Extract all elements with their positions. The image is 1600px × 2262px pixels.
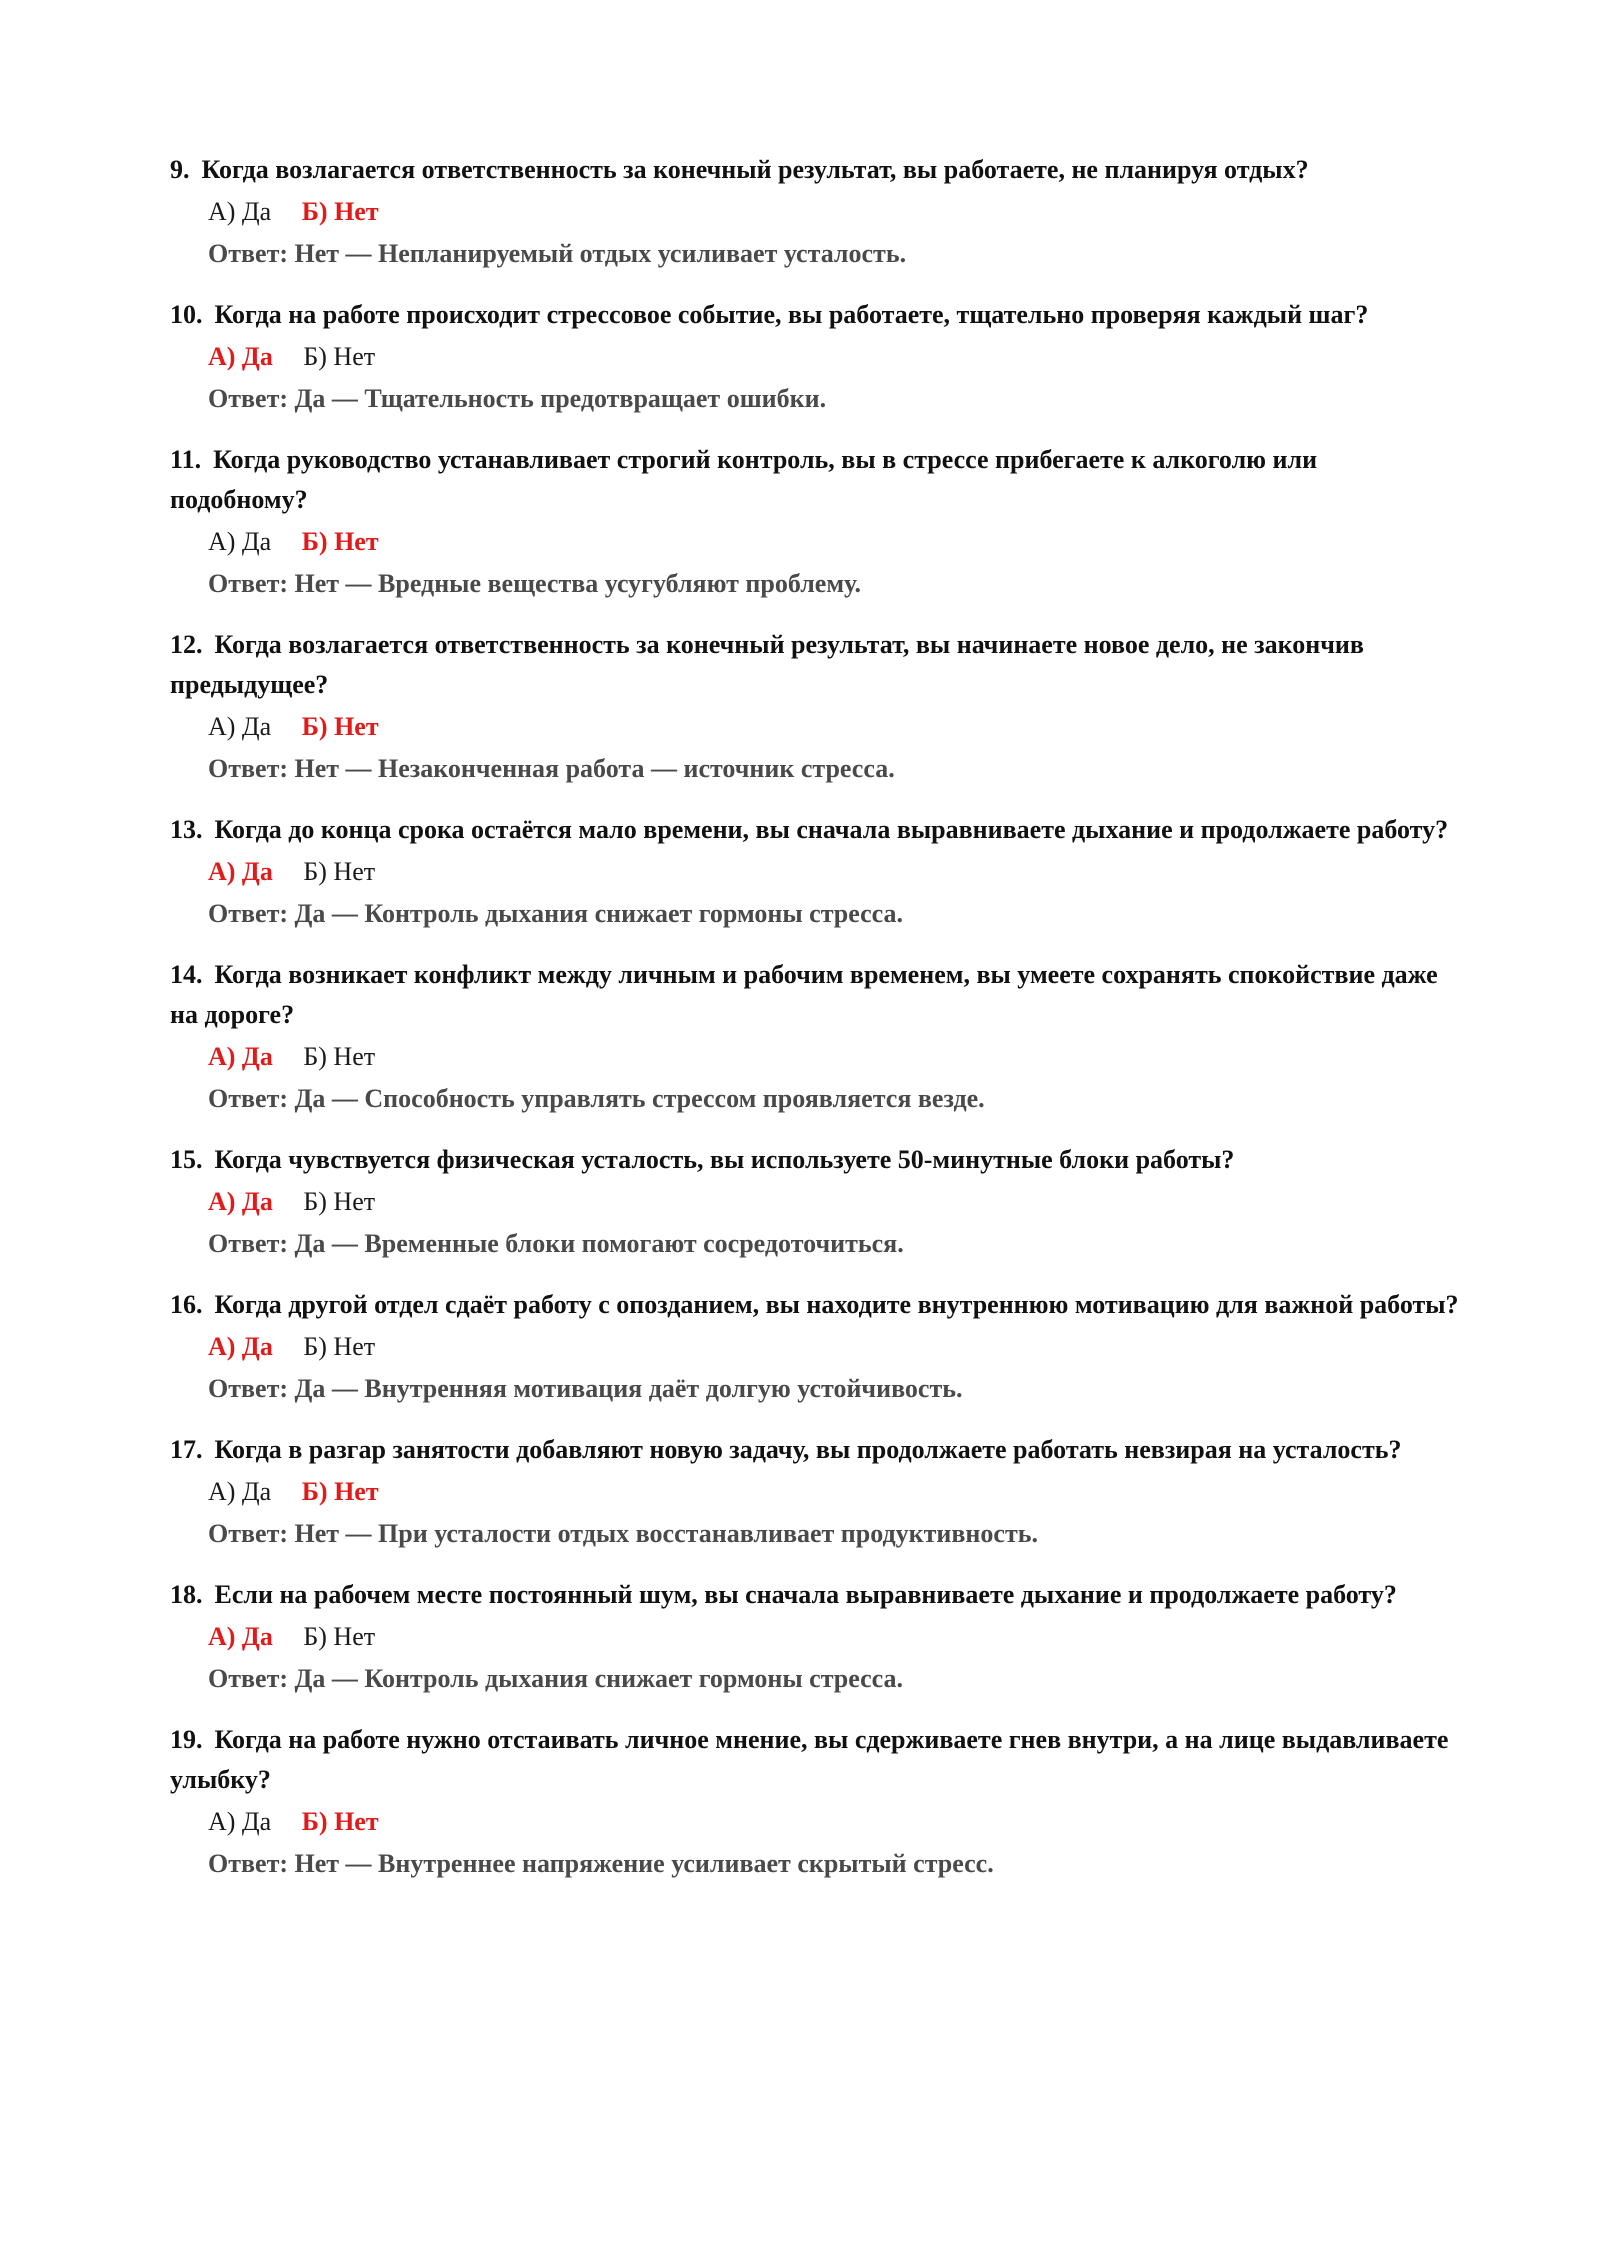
question-number: 10. <box>170 300 203 329</box>
question-body: Когда чувствуется физическая усталость, вы используете 50-минутные блоки работы? <box>214 1145 1235 1174</box>
option-b[interactable]: Б) Нет <box>303 1187 376 1216</box>
question-item <box>170 1285 1460 1409</box>
answer-explanation: Ответ: Нет — Вредные вещества усугубляют проблему. <box>208 569 861 598</box>
option-a[interactable]: А) Да <box>208 342 273 371</box>
option-b[interactable]: Б) Нет <box>301 527 379 556</box>
question-item <box>170 955 1460 1119</box>
question-text <box>170 1575 1460 1615</box>
question-number: 11. <box>170 445 202 474</box>
question-number: 17. <box>170 1435 203 1464</box>
question-body: Когда руководство устанавливает строгий контроль, вы в стрессе прибегаете к алкоголю или подобному? <box>170 445 1318 514</box>
document-page <box>170 150 1460 1905</box>
question-text <box>170 1285 1460 1325</box>
question-item <box>170 625 1460 789</box>
question-text <box>170 295 1460 335</box>
answer-explanation: Ответ: Нет — Непланируемый отдых усиливает усталость. <box>208 239 907 268</box>
option-a[interactable]: А) Да <box>208 857 273 886</box>
option-b[interactable]: Б) Нет <box>301 1807 379 1836</box>
answer-explanation: Ответ: Да — Способность управлять стрессом проявляется везде. <box>208 1084 985 1113</box>
answer-explanation: Ответ: Нет — При усталости отдых восстанавливает продуктивность. <box>208 1519 1038 1548</box>
question-text <box>170 440 1460 520</box>
answer-options <box>170 1037 1460 1077</box>
question-body: Когда возлагается ответственность за конечный результат, вы работаете, не планируя отдых? <box>201 155 1309 184</box>
option-b[interactable]: Б) Нет <box>303 1042 376 1071</box>
option-a[interactable]: А) Да <box>208 1477 272 1506</box>
question-body: Когда другой отдел сдаёт работу с опозданием, вы находите внутреннюю мотивацию для важной работы? <box>214 1290 1459 1319</box>
question-text <box>170 1430 1460 1470</box>
option-b[interactable]: Б) Нет <box>301 197 379 226</box>
question-body: Когда возлагается ответственность за конечный результат, вы начинаете новое дело, не закончив предыдущее? <box>170 630 1364 699</box>
answer-options <box>170 1472 1460 1512</box>
question-body: Когда в разгар занятости добавляют новую задачу, вы продолжаете работать невзирая на усталость? <box>214 1435 1402 1464</box>
question-item <box>170 1720 1460 1884</box>
option-b[interactable]: Б) Нет <box>303 342 376 371</box>
option-a[interactable]: А) Да <box>208 1622 273 1651</box>
question-item <box>170 440 1460 604</box>
answer-options <box>170 337 1460 377</box>
option-b[interactable]: Б) Нет <box>303 1622 376 1651</box>
question-number: 12. <box>170 630 203 659</box>
question-body: Когда до конца срока остаётся мало времени, вы сначала выравниваете дыхание и продолжаете работу? <box>214 815 1449 844</box>
option-b[interactable]: Б) Нет <box>301 1477 379 1506</box>
question-item <box>170 1430 1460 1554</box>
question-body: Если на рабочем месте постоянный шум, вы сначала выравниваете дыхание и продолжаете работу? <box>214 1580 1397 1609</box>
answer-explanation: Ответ: Да — Внутренняя мотивация даёт долгую устойчивость. <box>208 1374 963 1403</box>
question-number: 14. <box>170 960 203 989</box>
answer-options <box>170 1182 1460 1222</box>
question-body: Когда на работе нужно отстаивать личное мнение, вы сдерживаете гнев внутри, а на лице выдавливаете улыбку? <box>170 1725 1449 1794</box>
answer-options <box>170 852 1460 892</box>
question-item <box>170 810 1460 934</box>
question-text <box>170 810 1460 850</box>
answer-options <box>170 522 1460 562</box>
answer-options <box>170 1327 1460 1367</box>
question-item <box>170 1140 1460 1264</box>
question-text <box>170 1720 1460 1800</box>
option-b[interactable]: Б) Нет <box>303 857 376 886</box>
option-a[interactable]: А) Да <box>208 1042 273 1071</box>
question-item <box>170 1575 1460 1699</box>
option-a[interactable]: А) Да <box>208 527 272 556</box>
option-a[interactable]: А) Да <box>208 1807 272 1836</box>
option-a[interactable]: А) Да <box>208 1332 273 1361</box>
answer-options <box>170 707 1460 747</box>
answer-explanation: Ответ: Нет — Незаконченная работа — источник стресса. <box>208 754 895 783</box>
option-b[interactable]: Б) Нет <box>301 712 379 741</box>
question-body: Когда на работе происходит стрессовое событие, вы работаете, тщательно проверяя каждый шаг? <box>214 300 1369 329</box>
answer-options <box>170 1802 1460 1842</box>
answer-explanation: Ответ: Нет — Внутреннее напряжение усиливает скрытый стресс. <box>208 1849 994 1878</box>
question-number: 16. <box>170 1290 203 1319</box>
question-number: 19. <box>170 1725 203 1754</box>
question-item <box>170 295 1460 419</box>
question-number: 15. <box>170 1145 203 1174</box>
answer-explanation: Ответ: Да — Контроль дыхания снижает гормоны стресса. <box>208 1664 903 1693</box>
answer-explanation: Ответ: Да — Временные блоки помогают сосредоточиться. <box>208 1229 904 1258</box>
option-a[interactable]: А) Да <box>208 712 272 741</box>
option-b[interactable]: Б) Нет <box>303 1332 376 1361</box>
question-text <box>170 150 1460 190</box>
answer-options <box>170 192 1460 232</box>
question-text <box>170 955 1460 1035</box>
question-number: 13. <box>170 815 203 844</box>
answer-explanation: Ответ: Да — Тщательность предотвращает ошибки. <box>208 384 827 413</box>
question-text <box>170 1140 1460 1180</box>
question-text <box>170 625 1460 705</box>
question-item <box>170 150 1460 274</box>
question-number: 18. <box>170 1580 203 1609</box>
answer-options <box>170 1617 1460 1657</box>
option-a[interactable]: А) Да <box>208 197 272 226</box>
option-a[interactable]: А) Да <box>208 1187 273 1216</box>
answer-explanation: Ответ: Да — Контроль дыхания снижает гормоны стресса. <box>208 899 903 928</box>
question-number: 9. <box>170 155 190 184</box>
question-body: Когда возникает конфликт между личным и рабочим временем, вы умеете сохранять спокойствие даже на дороге? <box>170 960 1438 1029</box>
